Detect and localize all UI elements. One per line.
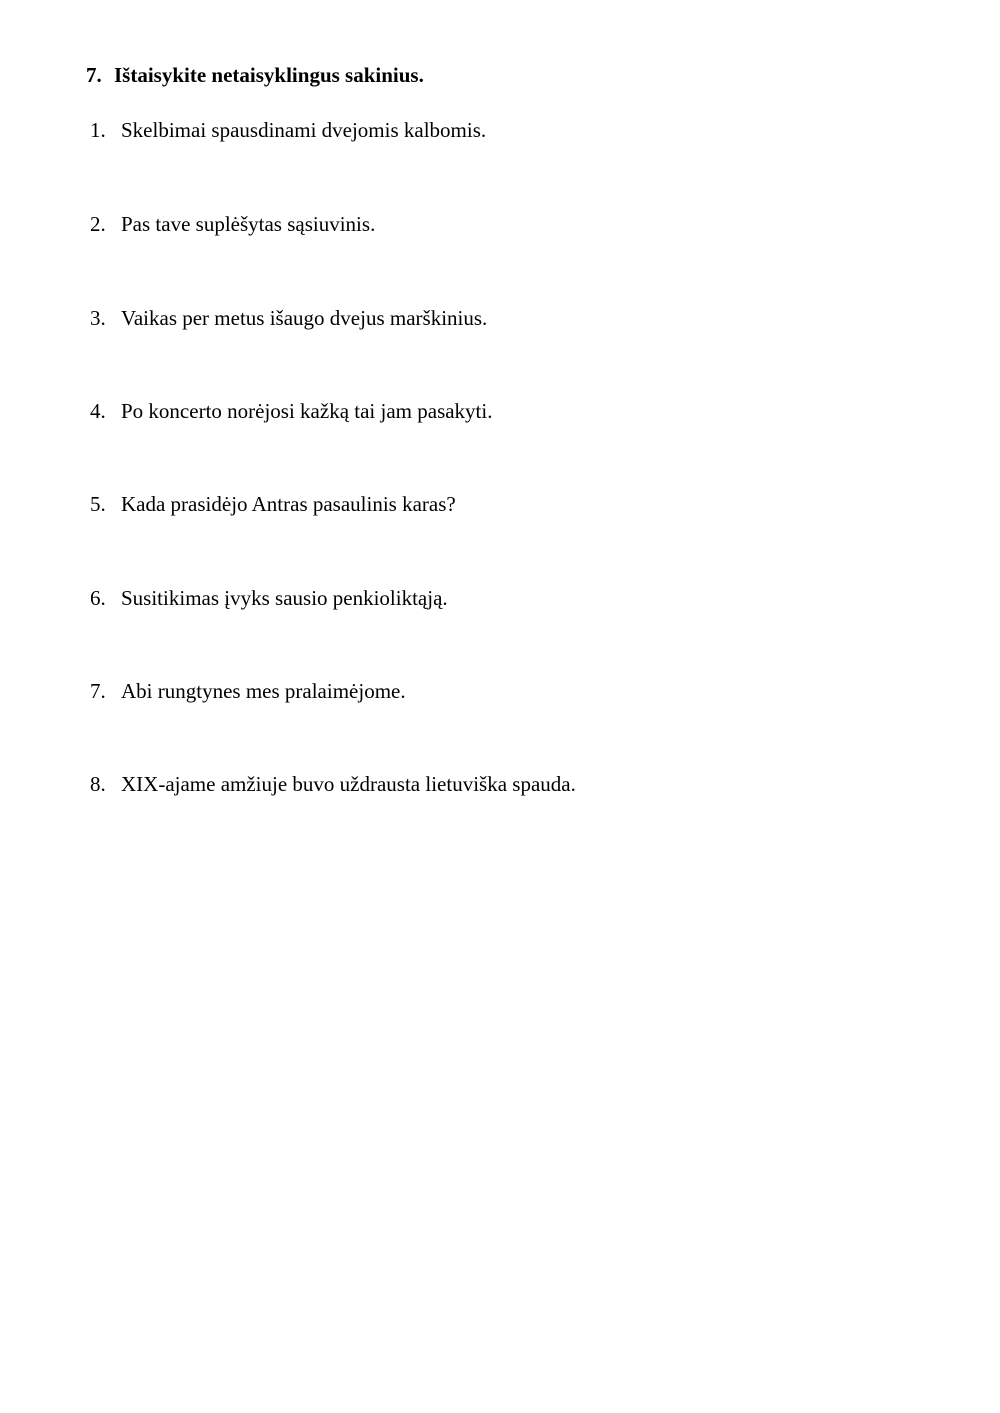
sentence-text: Vaikas per metus išaugo dvejus marškinius. bbox=[121, 306, 488, 330]
sentence-item bbox=[90, 490, 456, 518]
sentence-number: 2. bbox=[90, 212, 106, 236]
sentence-number: 1. bbox=[90, 118, 106, 142]
sentence-text: Susitikimas įvyks sausio penkioliktąją. bbox=[121, 586, 448, 610]
exercise-number: 7. bbox=[86, 63, 102, 87]
sentence-text: Po koncerto norėjosi kažką tai jam pasakyti. bbox=[121, 399, 493, 423]
sentence-text: Skelbimai spausdinami dvejomis kalbomis. bbox=[121, 118, 487, 142]
exercise-heading bbox=[86, 61, 424, 89]
sentence-number: 4. bbox=[90, 399, 106, 423]
sentence-number: 3. bbox=[90, 306, 106, 330]
sentence-text: XIX-ajame amžiuje buvo uždrausta lietuviška spauda. bbox=[121, 772, 576, 796]
sentence-item bbox=[90, 584, 448, 612]
sentence-item bbox=[90, 116, 486, 144]
sentence-item bbox=[90, 397, 492, 425]
sentence-number: 5. bbox=[90, 492, 106, 516]
sentence-item bbox=[90, 304, 487, 332]
sentence-item bbox=[90, 677, 406, 705]
sentence-number: 7. bbox=[90, 679, 106, 703]
sentence-text: Kada prasidėjo Antras pasaulinis karas? bbox=[121, 492, 456, 516]
sentence-item bbox=[90, 770, 576, 798]
sentence-number: 8. bbox=[90, 772, 106, 796]
sentence-text: Abi rungtynes mes pralaimėjome. bbox=[121, 679, 406, 703]
sentence-number: 6. bbox=[90, 586, 106, 610]
sentence-item bbox=[90, 210, 375, 238]
exercise-title: Ištaisykite netaisyklingus sakinius. bbox=[114, 63, 424, 87]
sentence-text: Pas tave suplėšytas sąsiuvinis. bbox=[121, 212, 376, 236]
